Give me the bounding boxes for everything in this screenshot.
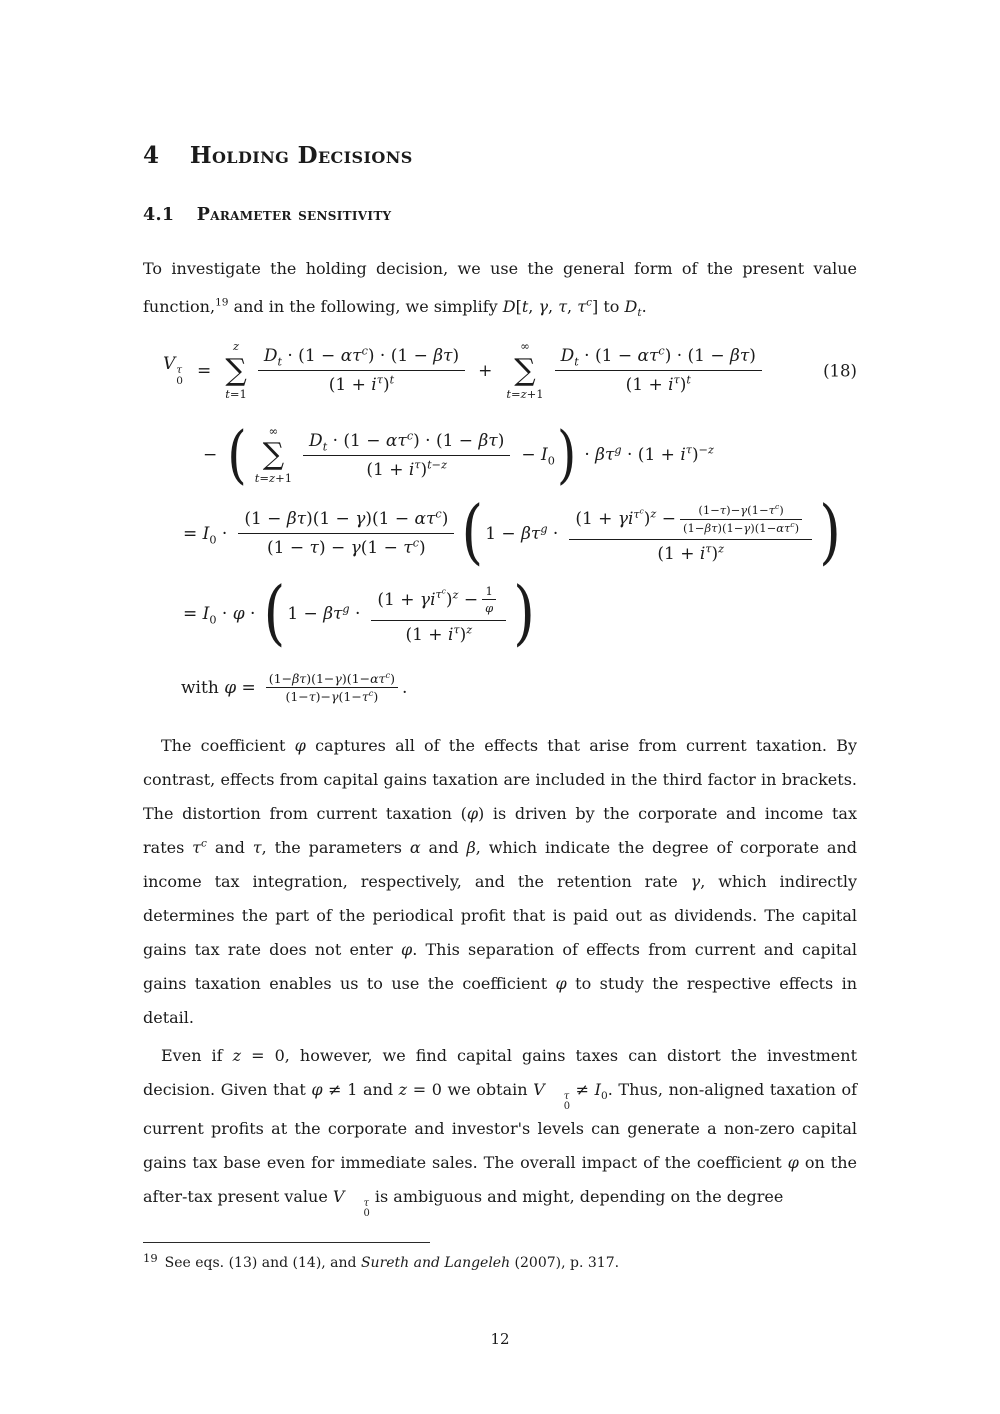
nested-fraction [680,503,802,535]
line4-lead: = $I_0 \cdot \varphi$ · [183,604,256,627]
fraction-numerator: 1 [485,584,493,599]
fraction-denominator: $(1 + i^\tau)^t$ [258,370,465,395]
with-phi-lead: with φ = [181,677,256,698]
growth-power-term: $(1 + \gamma i^{\tau^c})^z$ − [575,505,676,530]
fraction-denominator: $(1 + i^\tau)^z$ [569,539,812,564]
equation-line-4 [143,572,857,655]
fraction-numerator: $D_t \cdot (1 - \alpha\tau^c) \cdot (1 - \beta\tau)$ [309,428,505,453]
section-title: Holding Decisions [189,142,413,169]
bracket-fraction [569,503,812,564]
one-minus-beta: $1 - \beta\tau^g$ · [485,522,559,544]
footnote-19: $^{19}$ See eqs. (13) and (14), and Sureth and Langeleh (2007), p. 317. [143,1250,620,1271]
bracket-fraction [371,584,506,645]
equation-number: (18) [823,361,857,381]
sum-operator [506,340,543,400]
eq-lhs-base: V [163,354,176,375]
sigma-symbol: ∑ [262,437,285,473]
subsection-title: Parameter sensitivity [196,205,392,226]
close-paren: ) [819,492,841,574]
sum-upper-limit: ∞ [268,423,279,438]
eq-lhs-sub: 0 [176,375,183,387]
fraction-numerator [569,503,812,539]
eq-lhs [163,354,183,387]
equation-line-3 [143,492,857,574]
minus-initial-outlay: − $I_0$ [521,445,555,468]
fraction-numerator [371,584,506,620]
fraction-denominator: $(1-\beta\tau)(1-\gamma)(1-\alpha\tau^c)$ [680,519,802,535]
fraction-numerator: $(1 - \beta\tau)(1 - \gamma)(1 - \alpha\tau^c)$ [244,507,449,530]
phi-definition-fraction [266,671,398,705]
page-content [143,0,857,1273]
subsection-heading [143,205,857,226]
plus-sign: + [478,360,493,381]
fraction-numerator: $(1-\tau)-\gamma(1-\tau^c)$ [698,502,784,518]
fraction-denominator: $(1-\tau)-\gamma(1-\tau^c)$ [266,687,398,705]
paragraph-intro: To investigate the holding decision, we use the general form of the present value function,$^{19}$ and in the following, we simplify D[t, γ, τ, $\tau^c$] to $D_t$. [143,259,857,320]
sigma-symbol: ∑ [514,352,536,388]
fraction-numerator: $D_t \cdot (1 - \alpha\tau^c) \cdot (1 - \beta\tau)$ [263,344,460,369]
equation-line-2 [143,418,857,491]
paragraph-2: Even if z = 0, however, we find capital gains taxes can distort the investment decision. Given that φ ≠ 1 and z = 0 we obtain V τ 0 ≠ $I_0$. Thus, non-aligned taxation of current profits at the corporate and investor's levels can generate a non-zero capital gains tax base even for immediate sales. The overall impact of the coefficient φ on the after-tax present value V τ 0 is ambiguous and might, depending on the degree [143,1046,858,1220]
open-paren: ( [263,572,286,655]
sum-upper-limit: ∞ [520,339,530,354]
fraction-denominator: $(1 - \tau) - \gamma(1 - \tau^c)$ [238,533,454,558]
fraction-numerator: $D_t \cdot (1 - \alpha\tau^c) \cdot (1 - \beta\tau)$ [560,344,756,369]
section-number: 4 [143,142,160,169]
equation-line-1 [143,340,857,400]
fraction-denominator: $(1 + i^\tau)^{t-z}$ [303,455,510,480]
sum-operator [255,425,292,485]
minus-sign: − [203,445,218,466]
footnote-rule [143,1242,430,1243]
section-heading [143,143,857,169]
fraction-denominator: $(1 + i^\tau)^z$ [371,620,506,645]
close-paren: ) [556,418,577,491]
eq-lhs-sup: τ [176,363,183,376]
one-minus-beta: $1 - \beta\tau^g$ · [287,602,361,625]
fraction-denominator: φ [482,599,496,615]
phi-fraction [238,509,454,558]
sum-lower-limit: t=1 [225,386,247,401]
equation-line-5 [143,671,857,705]
fraction [555,346,762,395]
sum-lower-limit: t=z+1 [506,386,544,401]
fraction [303,428,510,480]
line3-lead: = $I_0$ · [183,523,228,547]
sum-operator [225,340,247,400]
subsection-number: 4.1 [143,205,175,226]
open-paren: ( [227,418,247,491]
equals-sign: = [196,360,212,381]
sigma-symbol: ∑ [225,352,247,388]
nested-fraction [482,584,496,616]
fraction [258,346,465,395]
sum-upper-limit: z [232,339,240,354]
growth-power-term: $(1 + \gamma i^{\tau^c})^z$ − [377,586,479,610]
page-number: 12 [490,1330,510,1348]
eq-lhs-scripts [176,365,183,387]
equation-18 [143,340,857,705]
close-paren: ) [513,572,536,655]
fraction-denominator: $(1 + i^\tau)^t$ [555,370,762,395]
sum-lower-limit: t=z+1 [254,471,293,486]
fraction-numerator: $(1-\beta\tau)(1-\gamma)(1-\alpha\tau^c)$ [268,669,395,686]
capital-gains-factor: · $\beta\tau^g \cdot (1 + i^\tau)^{-z}$ [584,443,714,466]
open-paren: ( [461,492,484,574]
period: . [401,677,408,698]
paragraph-1: The coefficient φ captures all of the effects that arise from current taxation. By contrast, effects from capital gains taxation are included in the third factor in brackets. The distortion from current taxation (φ) is driven by the corporate and income tax rates $\tau^c$ and τ, the parameters α and β, which indicate the degree of corporate and income tax integration, respectively, and the retention rate γ, which indirectly determines the part of the periodical profit that is paid out as dividends. The capital gains tax rate does not enter φ. This separation of effects from current and capital gains taxation enables us to use the coefficient φ to study the respective effects in detail. [143,736,858,1028]
